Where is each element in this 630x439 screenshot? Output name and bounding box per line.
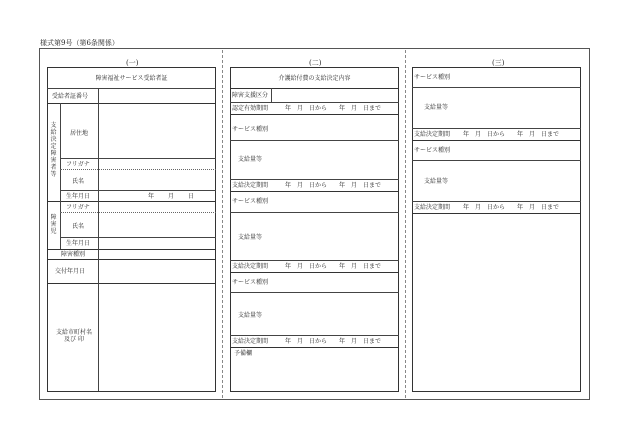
fold-line-2 (405, 50, 406, 398)
p3-amount-label-b: 支給量等 (424, 178, 449, 185)
support-class-label: 障害支援区分 (232, 92, 269, 99)
child-group-label: 障害児 (50, 214, 57, 235)
fold-line-1 (222, 50, 223, 398)
municipality-label: 支給市町村名 及び 印 (55, 329, 92, 343)
birthdate-label: 生年月日 (66, 193, 91, 200)
service-type-label-b: サービス種別 (232, 198, 269, 205)
service-type-label-a: サービス種別 (232, 126, 269, 133)
issue-date-label: 交付年月日 (55, 268, 86, 275)
section-two-label: (二) (309, 59, 322, 67)
address-field[interactable] (99, 105, 215, 157)
issue-date-field[interactable] (99, 261, 215, 281)
child-birthdate-label: 生年月日 (66, 240, 91, 247)
child-name-label: 氏名 (72, 223, 85, 230)
p3-decision-period-text-a: 年 月 日から 年 月 日まで (463, 131, 560, 138)
decision-period-text-b: 年 月 日から 年 月 日まで (285, 263, 382, 270)
p3-decision-period-text-b: 年 月 日から 年 月 日まで (463, 204, 560, 211)
beneficiary-group-label: 支給決定障害者等 (50, 122, 57, 178)
child-furigana-label: フリガナ (66, 204, 90, 211)
section-one-label: (一) (126, 59, 139, 67)
disability-type-label: 障害種別 (61, 251, 86, 258)
child-name-field[interactable] (99, 213, 215, 235)
furigana-label: フリガナ (66, 161, 90, 168)
panel-three (412, 67, 581, 392)
decision-period-label-b: 支給決定期間 (232, 263, 269, 270)
decision-period-text-c: 年 月 日から 年 月 日まで (285, 338, 382, 345)
recipient-number-field[interactable] (99, 93, 215, 103)
name-field[interactable] (99, 170, 215, 188)
amount-label-a: 支給量等 (238, 156, 263, 163)
decision-period-label-c: 支給決定期間 (232, 338, 269, 345)
p3-decision-period-label-a: 支給決定期間 (414, 131, 451, 138)
remarks-label: 予備欄 (234, 350, 253, 357)
service-type-label-c: サービス種別 (232, 279, 269, 286)
p3-decision-period-label-b: 支給決定期間 (414, 204, 451, 211)
section-three-label: (三) (492, 59, 505, 67)
p3-amount-label-a: 支給量等 (424, 104, 449, 111)
form-number-label: 様式第9号（第6条関係） (40, 39, 119, 47)
cert-period-text: 年 月 日から 年 月 日まで (285, 105, 382, 112)
decision-period-label-a: 支給決定期間 (232, 182, 269, 189)
panel-two-title: 介護給付費の支給決定内容 (278, 75, 351, 82)
cert-period-label: 認定有効期間 (232, 105, 269, 112)
decision-period-text-a: 年 月 日から 年 月 日まで (285, 182, 382, 189)
recipient-number-label: 受給者証番号 (52, 93, 89, 100)
p3-service-type-label-b: サービス種別 (414, 147, 451, 154)
p3-service-type-label-a: サービス種別 (414, 74, 451, 81)
birth-month-label: 月 (168, 193, 175, 200)
address-label: 居住地 (70, 130, 89, 137)
name-label: 氏名 (72, 178, 85, 185)
amount-label-c: 支給量等 (238, 312, 263, 319)
amount-label-b: 支給量等 (238, 234, 263, 241)
birth-year-label: 年 (148, 193, 155, 200)
birth-day-label: 日 (188, 193, 195, 200)
panel-one-title: 障害福祉サービス受給者証 (95, 75, 168, 82)
